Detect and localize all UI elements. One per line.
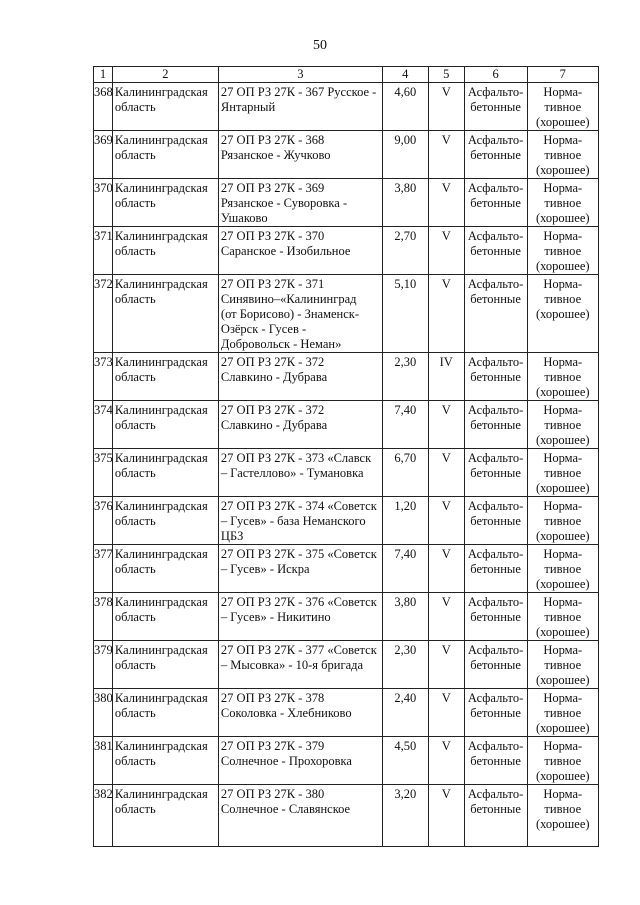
surface-cell [464, 449, 527, 497]
category-cell-text: IV [439, 355, 453, 369]
row-number-cell [94, 593, 113, 641]
table-row [94, 497, 599, 545]
road-name-cell-text: 27 ОП РЗ 27К - 375 «Советск – Гусев» - Искра [220, 547, 377, 576]
length-cell [382, 353, 428, 401]
length-cell [382, 641, 428, 689]
region-cell-text: Калининградская область [114, 181, 208, 210]
row-number-cell-text: 382 [94, 787, 113, 801]
row-number-cell [94, 179, 113, 227]
road-name-cell [218, 131, 382, 179]
length-cell [382, 449, 428, 497]
road-name-cell [218, 353, 382, 401]
region-cell [112, 353, 218, 401]
length-cell [382, 83, 428, 131]
length-cell-text: 3,80 [394, 181, 417, 195]
row-number-cell-text: 370 [94, 181, 113, 195]
condition-cell [527, 545, 598, 593]
road-name-cell [218, 179, 382, 227]
table-row [94, 689, 599, 737]
condition-cell [527, 401, 598, 449]
length-cell-text: 2,70 [394, 229, 417, 243]
surface-cell-text: Асфальто- бетонные [467, 739, 524, 768]
surface-cell-text: Асфальто- бетонные [467, 85, 524, 114]
condition-cell-text: Норма- тивное (хорошее) [535, 643, 590, 687]
region-cell-text: Калининградская область [114, 499, 208, 528]
row-number-cell-text: 378 [94, 595, 113, 609]
roads-table [93, 66, 599, 847]
region-cell [112, 275, 218, 353]
surface-cell [464, 545, 527, 593]
category-cell-text: V [441, 451, 451, 465]
condition-cell-text: Норма- тивное (хорошее) [535, 451, 590, 495]
length-cell [382, 497, 428, 545]
length-cell [382, 275, 428, 353]
surface-cell [464, 275, 527, 353]
row-number-cell [94, 275, 113, 353]
road-name-cell [218, 227, 382, 275]
region-cell [112, 401, 218, 449]
row-number-cell [94, 353, 113, 401]
region-cell [112, 227, 218, 275]
region-cell-text: Калининградская область [114, 451, 208, 480]
table-row [94, 275, 599, 353]
length-cell [382, 689, 428, 737]
table-row [94, 593, 599, 641]
region-cell-text: Калининградская область [114, 643, 208, 672]
row-number-cell [94, 449, 113, 497]
surface-cell-text: Асфальто- бетонные [467, 355, 524, 384]
table-row [94, 179, 599, 227]
row-number-cell [94, 641, 113, 689]
region-cell-text: Калининградская область [114, 691, 208, 720]
region-cell-text: Калининградская область [114, 229, 208, 258]
surface-cell-text: Асфальто- бетонные [467, 499, 524, 528]
table-row [94, 227, 599, 275]
region-cell [112, 641, 218, 689]
category-cell-text: V [441, 85, 451, 99]
column-header: 4 [382, 67, 428, 83]
row-number-cell-text: 379 [94, 643, 113, 657]
road-name-cell-text: 27 ОП РЗ 27К - 378 Соколовка - Хлебниково [220, 691, 352, 720]
table-row [94, 737, 599, 785]
region-cell [112, 449, 218, 497]
condition-cell [527, 641, 598, 689]
surface-cell [464, 689, 527, 737]
region-cell-text: Калининградская область [114, 739, 208, 768]
length-cell [382, 737, 428, 785]
region-cell-text: Калининградская область [114, 547, 208, 576]
surface-cell-text: Асфальто- бетонные [467, 277, 524, 306]
length-cell-text: 9,00 [394, 133, 417, 147]
category-cell [428, 179, 464, 227]
condition-cell [527, 275, 598, 353]
length-cell-text: 2,30 [394, 643, 417, 657]
row-number-cell-text: 377 [94, 547, 113, 561]
road-name-cell-text: 27 ОП РЗ 27К - 371 Синявино–«Калининград (от Борисово) - Знаменск- Озёрск - Гусев - Добровольск - Неман» [220, 277, 359, 351]
length-cell [382, 545, 428, 593]
row-number-cell-text: 373 [94, 355, 113, 369]
length-cell [382, 179, 428, 227]
column-header: 2 [112, 67, 218, 83]
category-cell-text: V [441, 643, 451, 657]
category-cell [428, 401, 464, 449]
surface-cell [464, 401, 527, 449]
condition-cell-text: Норма- тивное (хорошее) [535, 85, 590, 129]
length-cell [382, 227, 428, 275]
category-cell [428, 593, 464, 641]
column-header: 1 [94, 67, 113, 83]
condition-cell-text: Норма- тивное (хорошее) [535, 787, 590, 831]
category-cell-text: V [441, 547, 451, 561]
length-cell-text: 4,60 [394, 85, 417, 99]
road-name-cell-text: 27 ОП РЗ 27К - 368 Рязанское - Жучково [220, 133, 331, 162]
surface-cell-text: Асфальто- бетонные [467, 595, 524, 624]
surface-cell [464, 353, 527, 401]
region-cell-text: Калининградская область [114, 133, 208, 162]
surface-cell [464, 641, 527, 689]
road-name-cell [218, 785, 382, 847]
surface-cell-text: Асфальто- бетонные [467, 133, 524, 162]
category-cell-text: V [441, 691, 451, 705]
row-number-cell [94, 83, 113, 131]
row-number-cell [94, 785, 113, 847]
table-row [94, 545, 599, 593]
category-cell [428, 497, 464, 545]
surface-cell [464, 179, 527, 227]
surface-cell [464, 737, 527, 785]
region-cell-text: Калининградская область [114, 277, 208, 306]
category-cell-text: V [441, 499, 451, 513]
condition-cell [527, 785, 598, 847]
length-cell-text: 3,20 [394, 787, 417, 801]
region-cell [112, 497, 218, 545]
region-cell-text: Калининградская область [114, 85, 208, 114]
row-number-cell-text: 371 [94, 229, 113, 243]
row-number-cell [94, 737, 113, 785]
region-cell [112, 737, 218, 785]
category-cell [428, 83, 464, 131]
road-name-cell-text: 27 ОП РЗ 27К - 373 «Славск – Гастеллово» - Тумановка [220, 451, 372, 480]
region-cell-text: Калининградская область [114, 595, 208, 624]
length-cell-text: 7,40 [394, 403, 417, 417]
column-header: 6 [464, 67, 527, 83]
road-name-cell-text: 27 ОП РЗ 27К - 374 «Советск – Гусев» - база Неманского ЦБЗ [220, 499, 377, 543]
condition-cell [527, 131, 598, 179]
surface-cell-text: Асфальто- бетонные [467, 451, 524, 480]
condition-cell-text: Норма- тивное (хорошее) [535, 739, 590, 783]
road-name-cell [218, 449, 382, 497]
condition-cell-text: Норма- тивное (хорошее) [535, 595, 590, 639]
row-number-cell [94, 497, 113, 545]
table-row [94, 785, 599, 847]
road-name-cell [218, 593, 382, 641]
table-row [94, 641, 599, 689]
category-cell [428, 785, 464, 847]
condition-cell [527, 227, 598, 275]
surface-cell [464, 593, 527, 641]
length-cell-text: 6,70 [394, 451, 417, 465]
region-cell-text: Калининградская область [114, 787, 208, 816]
region-cell-text: Калининградская область [114, 403, 208, 432]
row-number-cell-text: 381 [94, 739, 113, 753]
road-name-cell [218, 545, 382, 593]
region-cell [112, 593, 218, 641]
length-cell-text: 5,10 [394, 277, 417, 291]
surface-cell-text: Асфальто- бетонные [467, 787, 524, 816]
condition-cell-text: Норма- тивное (хорошее) [535, 181, 590, 225]
table-row [94, 449, 599, 497]
road-name-cell-text: 27 ОП РЗ 27К - 372 Славкино - Дубрава [220, 403, 328, 432]
category-cell-text: V [441, 133, 451, 147]
region-cell [112, 689, 218, 737]
category-cell [428, 545, 464, 593]
category-cell [428, 689, 464, 737]
condition-cell [527, 737, 598, 785]
category-cell-text: V [441, 595, 451, 609]
road-name-cell [218, 83, 382, 131]
row-number-cell-text: 368 [94, 85, 113, 99]
condition-cell-text: Норма- тивное (хорошее) [535, 229, 590, 273]
region-cell-text: Калининградская область [114, 355, 208, 384]
length-cell [382, 131, 428, 179]
road-name-cell [218, 641, 382, 689]
surface-cell [464, 785, 527, 847]
condition-cell [527, 449, 598, 497]
road-name-cell [218, 497, 382, 545]
surface-cell-text: Асфальто- бетонные [467, 547, 524, 576]
category-cell [428, 641, 464, 689]
row-number-cell-text: 375 [94, 451, 113, 465]
category-cell-text: V [441, 787, 451, 801]
table-row [94, 353, 599, 401]
table-row [94, 401, 599, 449]
length-cell-text: 7,40 [394, 547, 417, 561]
road-name-cell-text: 27 ОП РЗ 27К - 376 «Советск – Гусев» - Никитино [220, 595, 377, 624]
row-number-cell-text: 376 [94, 499, 113, 513]
column-header: 7 [527, 67, 598, 83]
category-cell [428, 449, 464, 497]
condition-cell [527, 497, 598, 545]
condition-cell [527, 353, 598, 401]
category-cell [428, 227, 464, 275]
category-cell-text: V [441, 277, 451, 291]
length-cell-text: 2,30 [394, 355, 417, 369]
category-cell [428, 737, 464, 785]
length-cell-text: 2,40 [394, 691, 417, 705]
category-cell-text: V [441, 229, 451, 243]
length-cell [382, 593, 428, 641]
road-name-cell [218, 401, 382, 449]
region-cell [112, 545, 218, 593]
surface-cell [464, 131, 527, 179]
length-cell-text: 1,20 [394, 499, 417, 513]
road-name-cell [218, 689, 382, 737]
condition-cell [527, 83, 598, 131]
length-cell [382, 785, 428, 847]
road-name-cell-text: 27 ОП РЗ 27К - 370 Саранское - Изобильное [220, 229, 351, 258]
column-header: 3 [218, 67, 382, 83]
column-header: 5 [428, 67, 464, 83]
row-number-cell [94, 689, 113, 737]
road-name-cell-text: 27 ОП РЗ 27К - 377 «Советск – Мысовка» - 10-я бригада [220, 643, 377, 672]
condition-cell [527, 593, 598, 641]
surface-cell-text: Асфальто- бетонные [467, 229, 524, 258]
category-cell-text: V [441, 403, 451, 417]
table-header-row [94, 67, 599, 83]
condition-cell [527, 689, 598, 737]
table-row [94, 83, 599, 131]
road-name-cell-text: 27 ОП РЗ 27К - 367 Русское - Янтарный [220, 85, 377, 114]
road-name-cell-text: 27 ОП РЗ 27К - 372 Славкино - Дубрава [220, 355, 328, 384]
row-number-cell [94, 545, 113, 593]
row-number-cell [94, 401, 113, 449]
road-name-cell [218, 275, 382, 353]
condition-cell [527, 179, 598, 227]
condition-cell-text: Норма- тивное (хорошее) [535, 547, 590, 591]
category-cell [428, 275, 464, 353]
region-cell [112, 179, 218, 227]
condition-cell-text: Норма- тивное (хорошее) [535, 277, 590, 321]
category-cell-text: V [441, 181, 451, 195]
category-cell-text: V [441, 739, 451, 753]
condition-cell-text: Норма- тивное (хорошее) [535, 133, 590, 177]
row-number-cell [94, 227, 113, 275]
category-cell [428, 353, 464, 401]
condition-cell-text: Норма- тивное (хорошее) [535, 499, 590, 543]
road-name-cell [218, 737, 382, 785]
table-row [94, 131, 599, 179]
length-cell [382, 401, 428, 449]
road-name-cell-text: 27 ОП РЗ 27К - 380 Солнечное - Славянское [220, 787, 351, 816]
surface-cell [464, 227, 527, 275]
row-number-cell [94, 131, 113, 179]
length-cell-text: 3,80 [394, 595, 417, 609]
row-number-cell-text: 372 [94, 277, 113, 291]
surface-cell-text: Асфальто- бетонные [467, 643, 524, 672]
surface-cell [464, 497, 527, 545]
region-cell [112, 785, 218, 847]
row-number-cell-text: 380 [94, 691, 113, 705]
condition-cell-text: Норма- тивное (хорошее) [535, 355, 590, 399]
page-number: 50 [313, 38, 327, 53]
category-cell [428, 131, 464, 179]
surface-cell-text: Асфальто- бетонные [467, 403, 524, 432]
region-cell [112, 83, 218, 131]
region-cell [112, 131, 218, 179]
surface-cell [464, 83, 527, 131]
row-number-cell-text: 374 [94, 403, 113, 417]
row-number-cell-text: 369 [94, 133, 113, 147]
road-name-cell-text: 27 ОП РЗ 27К - 369 Рязанское - Суворовка - Ушаково [220, 181, 348, 225]
condition-cell-text: Норма- тивное (хорошее) [535, 403, 590, 447]
surface-cell-text: Асфальто- бетонные [467, 691, 524, 720]
condition-cell-text: Норма- тивное (хорошее) [535, 691, 590, 735]
length-cell-text: 4,50 [394, 739, 417, 753]
surface-cell-text: Асфальто- бетонные [467, 181, 524, 210]
road-name-cell-text: 27 ОП РЗ 27К - 379 Солнечное - Прохоровка [220, 739, 352, 768]
